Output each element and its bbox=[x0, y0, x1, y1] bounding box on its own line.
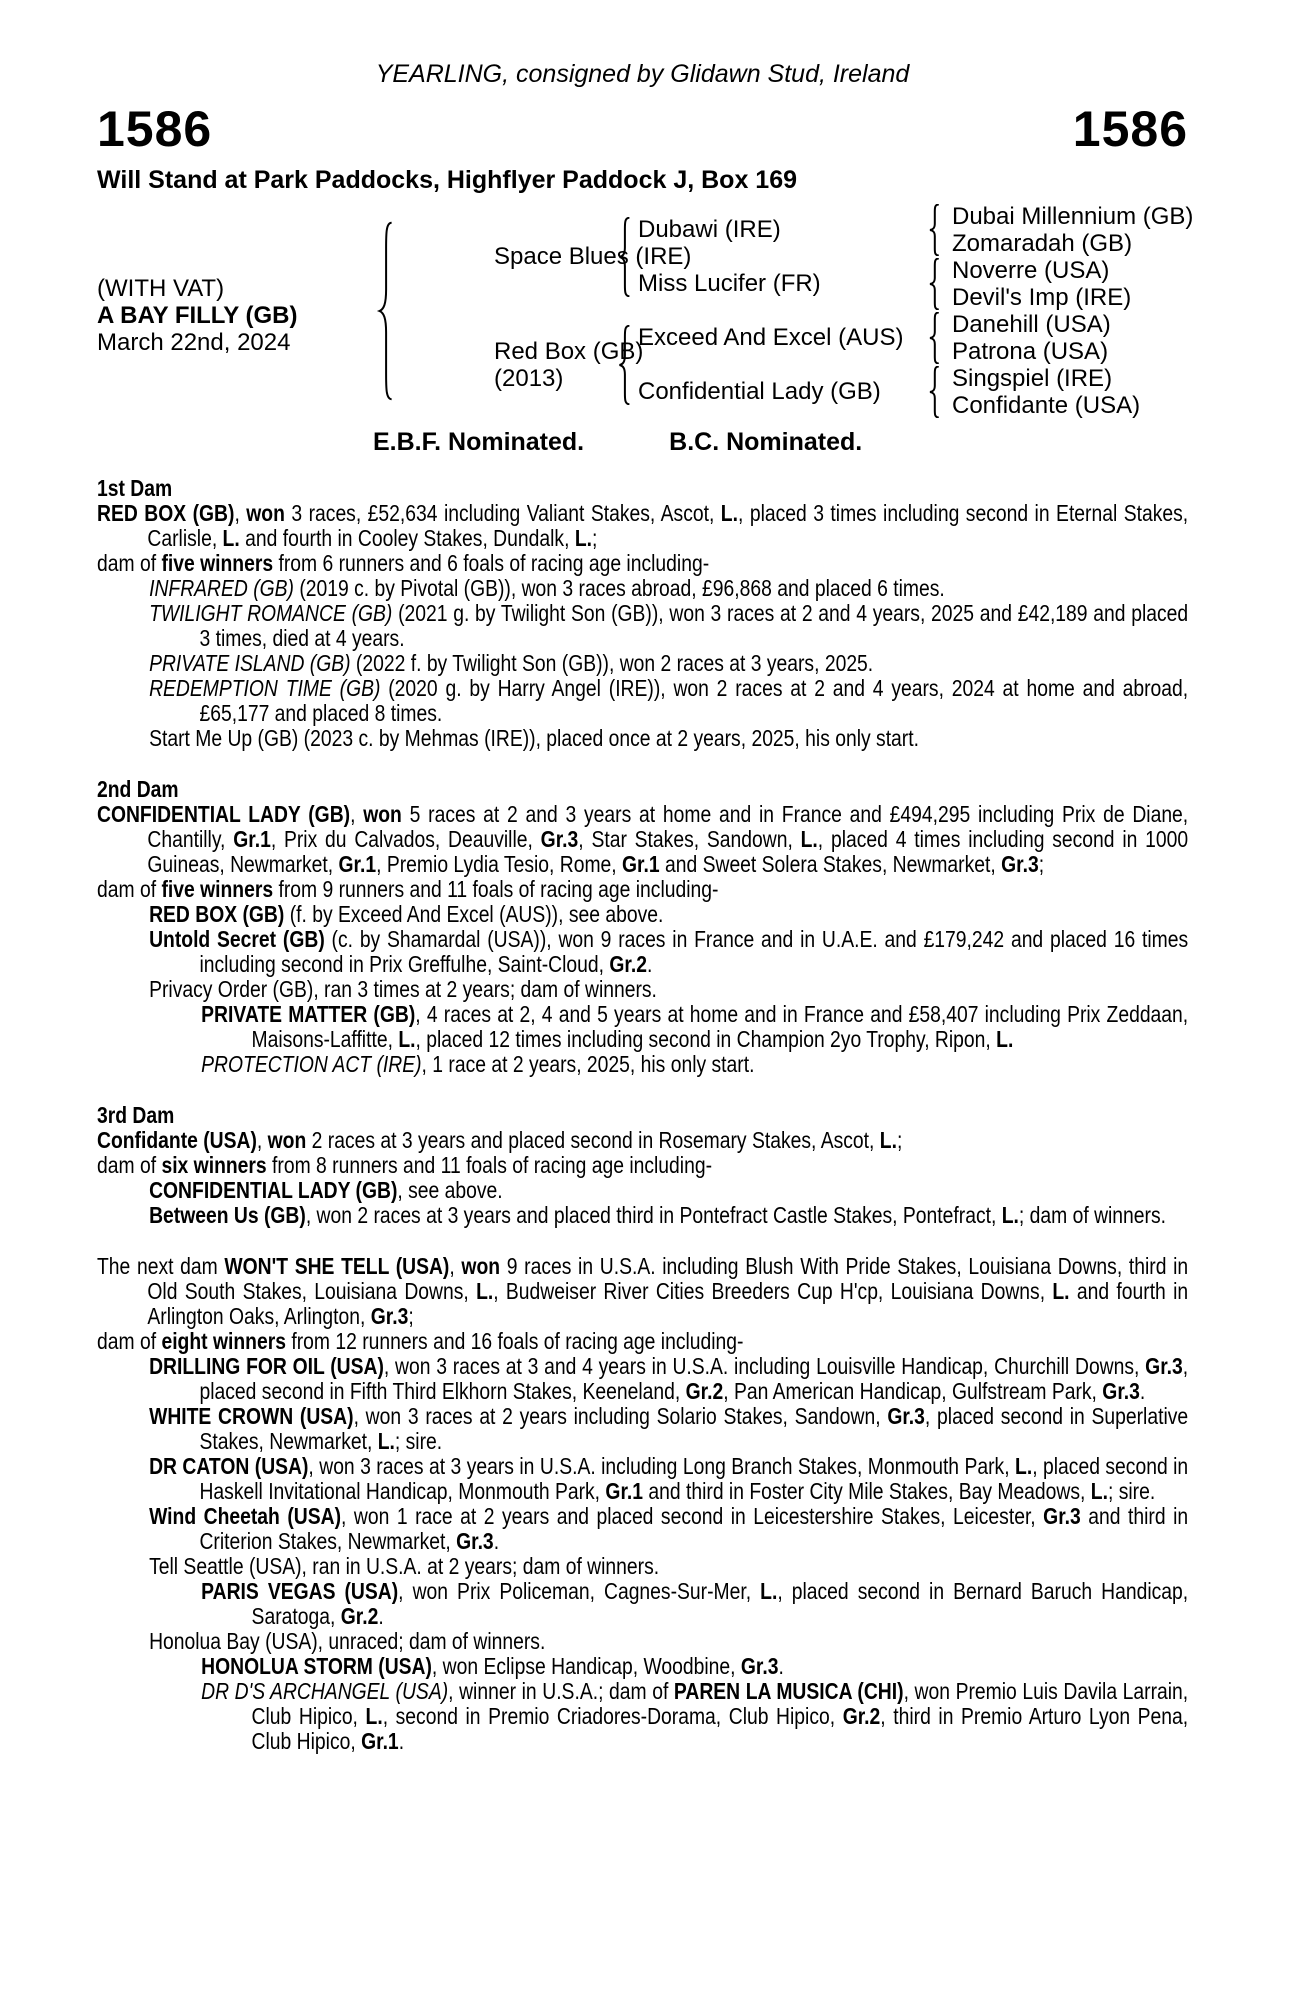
text-segment: . bbox=[378, 1603, 384, 1629]
text-segment: TWILIGHT ROMANCE (GB) bbox=[149, 600, 393, 626]
ancestor-name: Dubai Millennium (GB) bbox=[952, 203, 1194, 230]
text-segment: , won 2 races at 3 years and placed third in Pontefract Castle Stakes, Pontefract, bbox=[305, 1202, 1002, 1228]
gen4-brace bbox=[926, 312, 942, 364]
text-segment: CONFIDENTIAL LADY (GB) bbox=[97, 801, 351, 827]
text-segment: ; bbox=[1038, 851, 1045, 877]
text-segment: Gr.1 bbox=[361, 1728, 399, 1754]
pedigree-paragraph bbox=[97, 1052, 1188, 1077]
text-segment: dam of bbox=[97, 1328, 162, 1354]
pedigree-paragraph bbox=[97, 1128, 1188, 1153]
text-segment: and fourth in Arlington Oaks, Arlington, bbox=[147, 1278, 1189, 1329]
text-segment: Gr.1 bbox=[605, 1478, 644, 1504]
text-segment: (2021 g. by Twilight Son (GB)), won 3 races at 2 and 4 years, 2025 and £42,189 and placed 3 times, died at 4 years. bbox=[199, 600, 1189, 651]
text-segment: PARIS VEGAS (USA) bbox=[201, 1578, 399, 1604]
pedigree-paragraph bbox=[97, 1629, 1188, 1654]
text-segment: . bbox=[493, 1528, 500, 1554]
text-segment: The next dam bbox=[97, 1253, 225, 1279]
text-segment: , Prix du Calvados, Deauville, bbox=[270, 826, 541, 852]
text-segment: Gr.3 bbox=[540, 826, 579, 852]
subject-vat-note: (WITH VAT) bbox=[97, 275, 225, 302]
ancestor-name: Danehill (USA) bbox=[952, 311, 1111, 338]
text-segment: Gr.2 bbox=[609, 951, 647, 977]
text-segment: , winner in U.S.A.; dam of bbox=[448, 1678, 674, 1704]
text-segment: and third in Foster City Mile Stakes, Bay Meadows, bbox=[643, 1478, 1091, 1504]
sire-sire-name: Dubawi (IRE) bbox=[638, 216, 781, 243]
nominations-line bbox=[373, 428, 862, 457]
text-segment: ; bbox=[408, 1303, 414, 1329]
text-segment: five winners bbox=[161, 876, 274, 902]
ancestor-name: Confidante (USA) bbox=[952, 392, 1141, 419]
pedigree-paragraph bbox=[97, 1203, 1188, 1228]
text-segment: PAREN LA MUSICA (CHI) bbox=[673, 1678, 904, 1704]
pedigree-paragraph bbox=[97, 1554, 1188, 1579]
ancestor-name: Noverre (USA) bbox=[952, 257, 1110, 284]
subject-brace bbox=[374, 221, 396, 401]
pedigree-paragraph bbox=[97, 551, 1188, 576]
subject-foal-date: March 22nd, 2024 bbox=[97, 329, 291, 356]
stand-location-line: Will Stand at Park Paddocks, Highflyer Paddock J, Box 169 bbox=[97, 166, 797, 194]
pedigree-paragraph bbox=[97, 1654, 1188, 1679]
text-segment: Gr.1 bbox=[338, 851, 377, 877]
text-segment: 9 races in U.S.A. including Blush With Pride Stakes, Louisiana Downs, third in Old South Stakes, Louisiana Downs, bbox=[147, 1253, 1189, 1304]
text-segment: HONOLUA STORM (USA) bbox=[201, 1653, 432, 1679]
text-segment: , bbox=[449, 1253, 462, 1279]
text-segment: Between Us (GB) bbox=[149, 1202, 306, 1228]
dam-section bbox=[97, 1103, 1188, 1228]
text-segment: Gr.2 bbox=[842, 1703, 881, 1729]
text-segment: ; sire. bbox=[394, 1428, 443, 1454]
text-segment: Confidante (USA) bbox=[97, 1127, 257, 1153]
text-segment: , won 1 race at 2 years and placed second in Leicestershire Stakes, Leicester, bbox=[341, 1503, 1044, 1529]
text-segment: , second in Premio Criadores-Dorama, Club Hipico, bbox=[382, 1703, 843, 1729]
pedigree-sections bbox=[97, 476, 1188, 1754]
text-segment: . bbox=[398, 1728, 405, 1754]
text-segment: RED BOX (GB) bbox=[149, 901, 285, 927]
text-segment: , placed 12 times including second in Champion 2yo Trophy, Ripon, bbox=[415, 1026, 997, 1052]
text-segment: . bbox=[778, 1653, 784, 1679]
text-segment: dam of bbox=[97, 876, 162, 902]
text-segment: PROTECTION ACT (IRE) bbox=[201, 1051, 422, 1077]
text-segment: L. bbox=[1052, 1278, 1070, 1304]
pedigree-paragraph bbox=[97, 676, 1188, 726]
text-segment: (2022 f. by Twilight Son (GB)), won 2 races at 3 years, 2025. bbox=[350, 650, 874, 676]
text-segment: from 8 runners and 11 foals of racing age including- bbox=[266, 1152, 713, 1178]
text-segment: from 9 runners and 11 foals of racing age including- bbox=[273, 876, 719, 902]
text-segment: , placed second in Haskell Invitational Handicap, Monmouth Park, bbox=[199, 1453, 1189, 1504]
text-segment: six winners bbox=[161, 1152, 267, 1178]
pedigree-paragraph bbox=[97, 501, 1188, 551]
text-segment: Gr.3 bbox=[370, 1303, 409, 1329]
text-segment: , won 3 races at 2 years including Solario Stakes, Sandown, bbox=[353, 1403, 888, 1429]
pedigree-paragraph bbox=[97, 1454, 1188, 1504]
text-segment: , bbox=[234, 500, 247, 526]
dam-sire-name: Exceed And Excel (AUS) bbox=[638, 324, 904, 351]
text-segment: Gr.3 bbox=[740, 1653, 779, 1679]
text-segment: DR CATON (USA) bbox=[149, 1453, 309, 1479]
text-segment: L. bbox=[800, 826, 818, 852]
lot-number-left: 1586 bbox=[97, 101, 213, 157]
dam-section bbox=[97, 476, 1188, 751]
pedigree-paragraph bbox=[97, 927, 1188, 977]
pedigree-paragraph bbox=[97, 601, 1188, 651]
text-segment: L. bbox=[720, 500, 738, 526]
text-segment: won bbox=[267, 1127, 307, 1153]
text-segment: Gr.2 bbox=[340, 1603, 379, 1629]
text-segment: , placed second in Superlative Stakes, Newmarket, bbox=[199, 1403, 1189, 1454]
text-segment: L. bbox=[365, 1703, 383, 1729]
pedigree-paragraph bbox=[97, 1504, 1188, 1554]
text-segment: from 12 runners and 16 foals of racing age including- bbox=[285, 1328, 744, 1354]
dam-name: Red Box (GB) bbox=[494, 338, 644, 365]
text-segment: Gr.3 bbox=[1001, 851, 1039, 877]
ancestor-name: Singspiel (IRE) bbox=[952, 365, 1113, 392]
text-segment: L. bbox=[574, 525, 592, 551]
text-segment: from 6 runners and 6 foals of racing age including- bbox=[273, 550, 710, 576]
bc-nomination: B.C. Nominated. bbox=[669, 428, 863, 456]
text-segment: , third in Premio Arturo Lyon Pena, Club Hipico, bbox=[251, 1703, 1189, 1754]
text-segment: , 4 races at 2, 4 and 5 years at home and in France and £58,407 including Prix Zeddaan, Maisons-Laffitte, bbox=[251, 1001, 1189, 1052]
text-segment: WHITE CROWN (USA) bbox=[149, 1403, 354, 1429]
text-segment: Gr.1 bbox=[622, 851, 660, 877]
pedigree-paragraph bbox=[97, 1404, 1188, 1454]
text-segment: eight winners bbox=[161, 1328, 286, 1354]
pedigree-paragraph bbox=[97, 1254, 1188, 1329]
text-segment: won bbox=[461, 1253, 501, 1279]
text-segment: DRILLING FOR OIL (USA) bbox=[149, 1353, 384, 1379]
text-segment: PRIVATE MATTER (GB) bbox=[201, 1001, 416, 1027]
ebf-nomination: E.B.F. Nominated. bbox=[373, 428, 585, 456]
text-segment: WON'T SHE TELL (USA) bbox=[224, 1253, 450, 1279]
pedigree-paragraph bbox=[97, 1579, 1188, 1629]
text-segment: , won Prix Policeman, Cagnes-Sur-Mer, bbox=[398, 1578, 761, 1604]
pedigree-paragraph bbox=[97, 1178, 1188, 1203]
text-segment: Gr.1 bbox=[233, 826, 271, 852]
text-segment: 3 races, £52,634 including Valiant Stakes, Ascot, bbox=[284, 500, 721, 526]
text-segment: (2019 c. by Pivotal (GB)), won 3 races abroad, £96,868 and placed 6 times. bbox=[293, 575, 945, 601]
text-segment: , 1 race at 2 years, 2025, his only start. bbox=[421, 1051, 755, 1077]
text-segment: L. bbox=[398, 1026, 416, 1052]
text-segment: and third in Criterion Stakes, Newmarket, bbox=[199, 1503, 1189, 1554]
text-segment: , placed 3 times including second in Eternal Stakes, Carlisle, bbox=[147, 500, 1189, 551]
text-segment: DR D'S ARCHANGEL (USA) bbox=[201, 1678, 449, 1704]
text-segment: ; sire. bbox=[1107, 1478, 1156, 1504]
text-segment: . bbox=[646, 951, 653, 977]
text-segment: REDEMPTION TIME (GB) bbox=[149, 675, 381, 701]
text-segment: five winners bbox=[161, 550, 274, 576]
text-segment: (f. by Exceed And Excel (AUS)), see above. bbox=[284, 901, 664, 927]
text-segment: L. bbox=[1015, 1453, 1033, 1479]
text-segment: PRIVATE ISLAND (GB) bbox=[149, 650, 351, 676]
text-segment: L. bbox=[1090, 1478, 1108, 1504]
pedigree-paragraph bbox=[97, 877, 1188, 902]
text-segment: RED BOX (GB) bbox=[97, 500, 235, 526]
text-segment: 2 races at 3 years and placed second in Rosemary Stakes, Ascot, bbox=[306, 1127, 880, 1153]
text-segment: , placed 4 times including second in 1000 Guineas, Newmarket, bbox=[147, 826, 1189, 877]
dam-section-heading: 1st Dam bbox=[97, 475, 173, 501]
pedigree-paragraph bbox=[97, 1354, 1188, 1404]
text-segment: , Premio Lydia Tesio, Rome, bbox=[376, 851, 623, 877]
text-segment: , won 3 races at 3 and 4 years in U.S.A. including Louisville Handicap, Churchill Downs, bbox=[383, 1353, 1146, 1379]
text-segment: L. bbox=[222, 525, 240, 551]
ancestor-name: Devil's Imp (IRE) bbox=[952, 284, 1132, 311]
text-segment: , won Premio Luis Davila Larrain, Club Hipico, bbox=[251, 1678, 1189, 1729]
dam-section-heading: 2nd Dam bbox=[97, 776, 179, 802]
text-segment: dam of bbox=[97, 550, 162, 576]
text-segment: L. bbox=[879, 1127, 897, 1153]
dam-foal-year: (2013) bbox=[494, 365, 564, 392]
sire-name: Space Blues (IRE) bbox=[494, 243, 692, 270]
dam-section bbox=[97, 777, 1188, 1077]
text-segment: ; dam of winners. bbox=[1018, 1202, 1167, 1228]
text-segment: Privacy Order (GB), ran 3 times at 2 years; dam of winners. bbox=[149, 976, 657, 1002]
text-segment: dam of bbox=[97, 1152, 162, 1178]
consignor-line: YEARLING, consigned by Glidawn Stud, Ireland bbox=[375, 60, 910, 88]
text-segment: . bbox=[1139, 1378, 1146, 1404]
subject-name: A BAY FILLY (GB) bbox=[97, 302, 298, 329]
pedigree-paragraph bbox=[97, 1002, 1188, 1052]
dam-dam-name: Confidential Lady (GB) bbox=[638, 378, 881, 405]
gen4-brace bbox=[926, 258, 942, 310]
text-segment: , won Eclipse Handicap, Woodbine, bbox=[431, 1653, 741, 1679]
text-segment: , placed second in Fifth Third Elkhorn Stakes, Keeneland, bbox=[199, 1353, 1189, 1404]
text-segment: L. bbox=[476, 1278, 494, 1304]
dam-section bbox=[97, 1254, 1188, 1754]
text-segment: , bbox=[350, 801, 364, 827]
sire-dam-name: Miss Lucifer (FR) bbox=[638, 270, 821, 297]
pedigree-paragraph bbox=[97, 802, 1188, 877]
pedigree-paragraph bbox=[97, 977, 1188, 1002]
text-segment: Gr.3 bbox=[456, 1528, 494, 1554]
text-segment: , Star Stakes, Sandown, bbox=[578, 826, 801, 852]
text-segment: Gr.3 bbox=[1145, 1353, 1183, 1379]
text-segment: , see above. bbox=[397, 1177, 503, 1203]
text-segment: Gr.3 bbox=[1043, 1503, 1081, 1529]
text-segment: Gr.3 bbox=[887, 1403, 925, 1429]
gen4-brace bbox=[926, 204, 942, 256]
pedigree-paragraph bbox=[97, 1679, 1188, 1754]
text-segment: L. bbox=[996, 1026, 1014, 1052]
pedigree-paragraph bbox=[97, 576, 1188, 601]
text-segment: , placed second in Bernard Baruch Handicap, Saratoga, bbox=[251, 1578, 1189, 1629]
sire-brace bbox=[615, 217, 633, 297]
text-segment: (c. by Shamardal (USA)), won 9 races in France and in U.A.E. and £179,242 and placed 16 times including second in Prix Greffulhe, Saint-Cloud, bbox=[199, 926, 1189, 977]
text-segment: L. bbox=[760, 1578, 778, 1604]
text-segment: , won 3 races at 3 years in U.S.A. including Long Branch Stakes, Monmouth Park, bbox=[308, 1453, 1016, 1479]
text-segment: , bbox=[256, 1127, 268, 1153]
text-segment: Start Me Up (GB) (2023 c. by Mehmas (IRE)), placed once at 2 years, 2025, his only start. bbox=[149, 725, 919, 751]
text-segment: , Budweiser River Cities Breeders Cup H'cp, Louisiana Downs, bbox=[493, 1278, 1053, 1304]
text-segment: won bbox=[246, 500, 285, 526]
text-segment: Untold Secret (GB) bbox=[149, 926, 325, 952]
text-segment: won bbox=[363, 801, 402, 827]
text-segment: and Sweet Solera Stakes, Newmarket, bbox=[659, 851, 1002, 877]
pedigree-paragraph bbox=[97, 1153, 1188, 1178]
dam-section-heading: 3rd Dam bbox=[97, 1102, 175, 1128]
text-segment: , Pan American Handicap, Gulfstream Park, bbox=[723, 1378, 1103, 1404]
text-segment: ; bbox=[591, 525, 598, 551]
text-segment: INFRARED (GB) bbox=[149, 575, 294, 601]
text-segment: CONFIDENTIAL LADY (GB) bbox=[149, 1177, 398, 1203]
text-segment: Gr.2 bbox=[685, 1378, 724, 1404]
pedigree-paragraph bbox=[97, 651, 1188, 676]
text-segment: 5 races at 2 and 3 years at home and in France and £494,295 including Prix de Diane, Chantilly, bbox=[147, 801, 1189, 852]
dam-brace bbox=[615, 325, 633, 405]
text-segment: (2020 g. by Harry Angel (IRE)), won 2 races at 2 and 4 years, 2024 at home and abroad, £65,177 and placed 8 times. bbox=[199, 675, 1189, 726]
pedigree-paragraph bbox=[97, 902, 1188, 927]
text-segment: Honolua Bay (USA), unraced; dam of winners. bbox=[149, 1628, 546, 1654]
pedigree-paragraph bbox=[97, 1329, 1188, 1354]
text-segment: L. bbox=[377, 1428, 395, 1454]
text-segment: Gr.3 bbox=[1102, 1378, 1140, 1404]
text-segment: L. bbox=[1001, 1202, 1019, 1228]
pedigree-paragraph bbox=[97, 726, 1188, 751]
text-segment: and fourth in Cooley Stakes, Dundalk, bbox=[239, 525, 575, 551]
text-segment: Tell Seattle (USA), ran in U.S.A. at 2 years; dam of winners. bbox=[149, 1553, 660, 1579]
ancestor-name: Patrona (USA) bbox=[952, 338, 1109, 365]
gen4-brace bbox=[926, 366, 942, 418]
text-segment: ; bbox=[896, 1127, 903, 1153]
ancestor-name: Zomaradah (GB) bbox=[952, 230, 1133, 257]
lot-number-right: 1586 bbox=[1072, 101, 1188, 157]
pedigree-tree bbox=[0, 198, 1315, 438]
text-segment: Wind Cheetah (USA) bbox=[149, 1503, 342, 1529]
